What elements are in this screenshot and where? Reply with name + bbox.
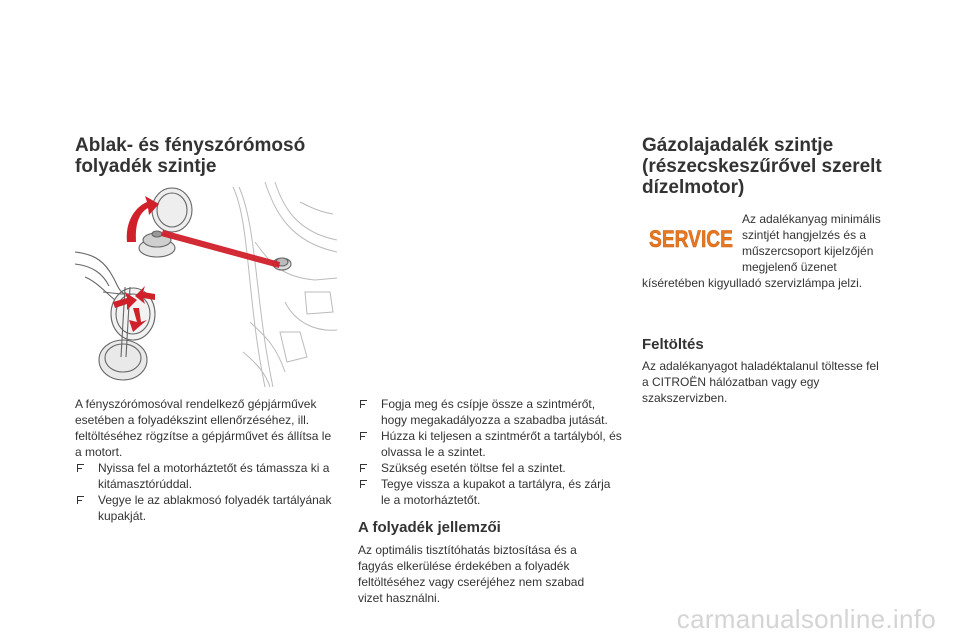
- washer-intro-text: A fényszórómosóval rendelkező gépjárművek esetében a folyadékszint ellenőrzéséhez, ill. feltöltéséhez rögzítse a gépjárművet és állítsa le a motort.: [75, 397, 332, 459]
- filling-section-title: Feltöltés: [642, 336, 704, 353]
- bracket-bullet-icon: [77, 496, 84, 504]
- list-item: [358, 476, 623, 508]
- list-item: [358, 428, 623, 460]
- washer-steps-list-left: [75, 460, 335, 524]
- bracket-bullet-icon: [77, 464, 84, 472]
- step-text: Fogja meg és csípje össze a szintmérőt, hogy megakadályozza a szabadba jutását.: [381, 397, 608, 427]
- bracket-bullet-icon: [360, 480, 367, 488]
- list-item: [75, 492, 335, 524]
- list-item: [358, 460, 623, 476]
- list-item: [358, 396, 623, 428]
- list-item: [75, 460, 335, 492]
- filling-text: Az adalékanyagot haladéktalanul töltesse fel a CITROËN hálózatban vagy egy szakszervizben.: [642, 359, 879, 405]
- service-warning-icon: [648, 224, 734, 252]
- step-text: Húzza ki teljesen a szintmérőt a tartályból, és olvassa le a szintet.: [381, 429, 622, 459]
- fluid-section-title: A folyadék jellemzői: [358, 519, 501, 536]
- step-text: Nyissa fel a motorháztetőt és támassza ki a kitámasztórúddal.: [98, 461, 330, 491]
- service-label: SERVICE: [649, 226, 733, 253]
- washer-steps-list-right: [358, 396, 623, 508]
- watermark-text: carmanualsonline.info: [676, 604, 936, 634]
- washer-reservoir-illustration: [75, 182, 337, 387]
- bracket-bullet-icon: [360, 432, 367, 440]
- step-text: Vegye le az ablakmosó folyadék tartályának kupakját.: [98, 493, 332, 523]
- step-text: Szükség esetén töltse fel a szintet.: [381, 461, 566, 475]
- bracket-bullet-icon: [360, 400, 367, 408]
- step-text: Tegye vissza a kupakot a tartályra, és zárja le a motorháztetőt.: [381, 477, 611, 507]
- additive-text-continued: kíséretében kigyulladó szervizlámpa jelzi.: [642, 276, 863, 290]
- bracket-bullet-icon: [360, 464, 367, 472]
- additive-section-title: Gázolajadalék szintje (részecskeszűrővel szerelt dízelmotor): [642, 135, 882, 198]
- additive-text: Az adalékanyag minimális szintjét hangjelzés és a műszercsoport kijelzőjén megjelenő üzenet: [742, 212, 881, 274]
- washer-section-title: Ablak- és fényszórómosó folyadék szintje: [75, 135, 306, 177]
- fluid-text: Az optimális tisztítóhatás biztosítása és a fagyás elkerülése érdekében a folyadék feltöltéséhez vagy cseréjéhez nem szabad vizet használni.: [358, 543, 585, 605]
